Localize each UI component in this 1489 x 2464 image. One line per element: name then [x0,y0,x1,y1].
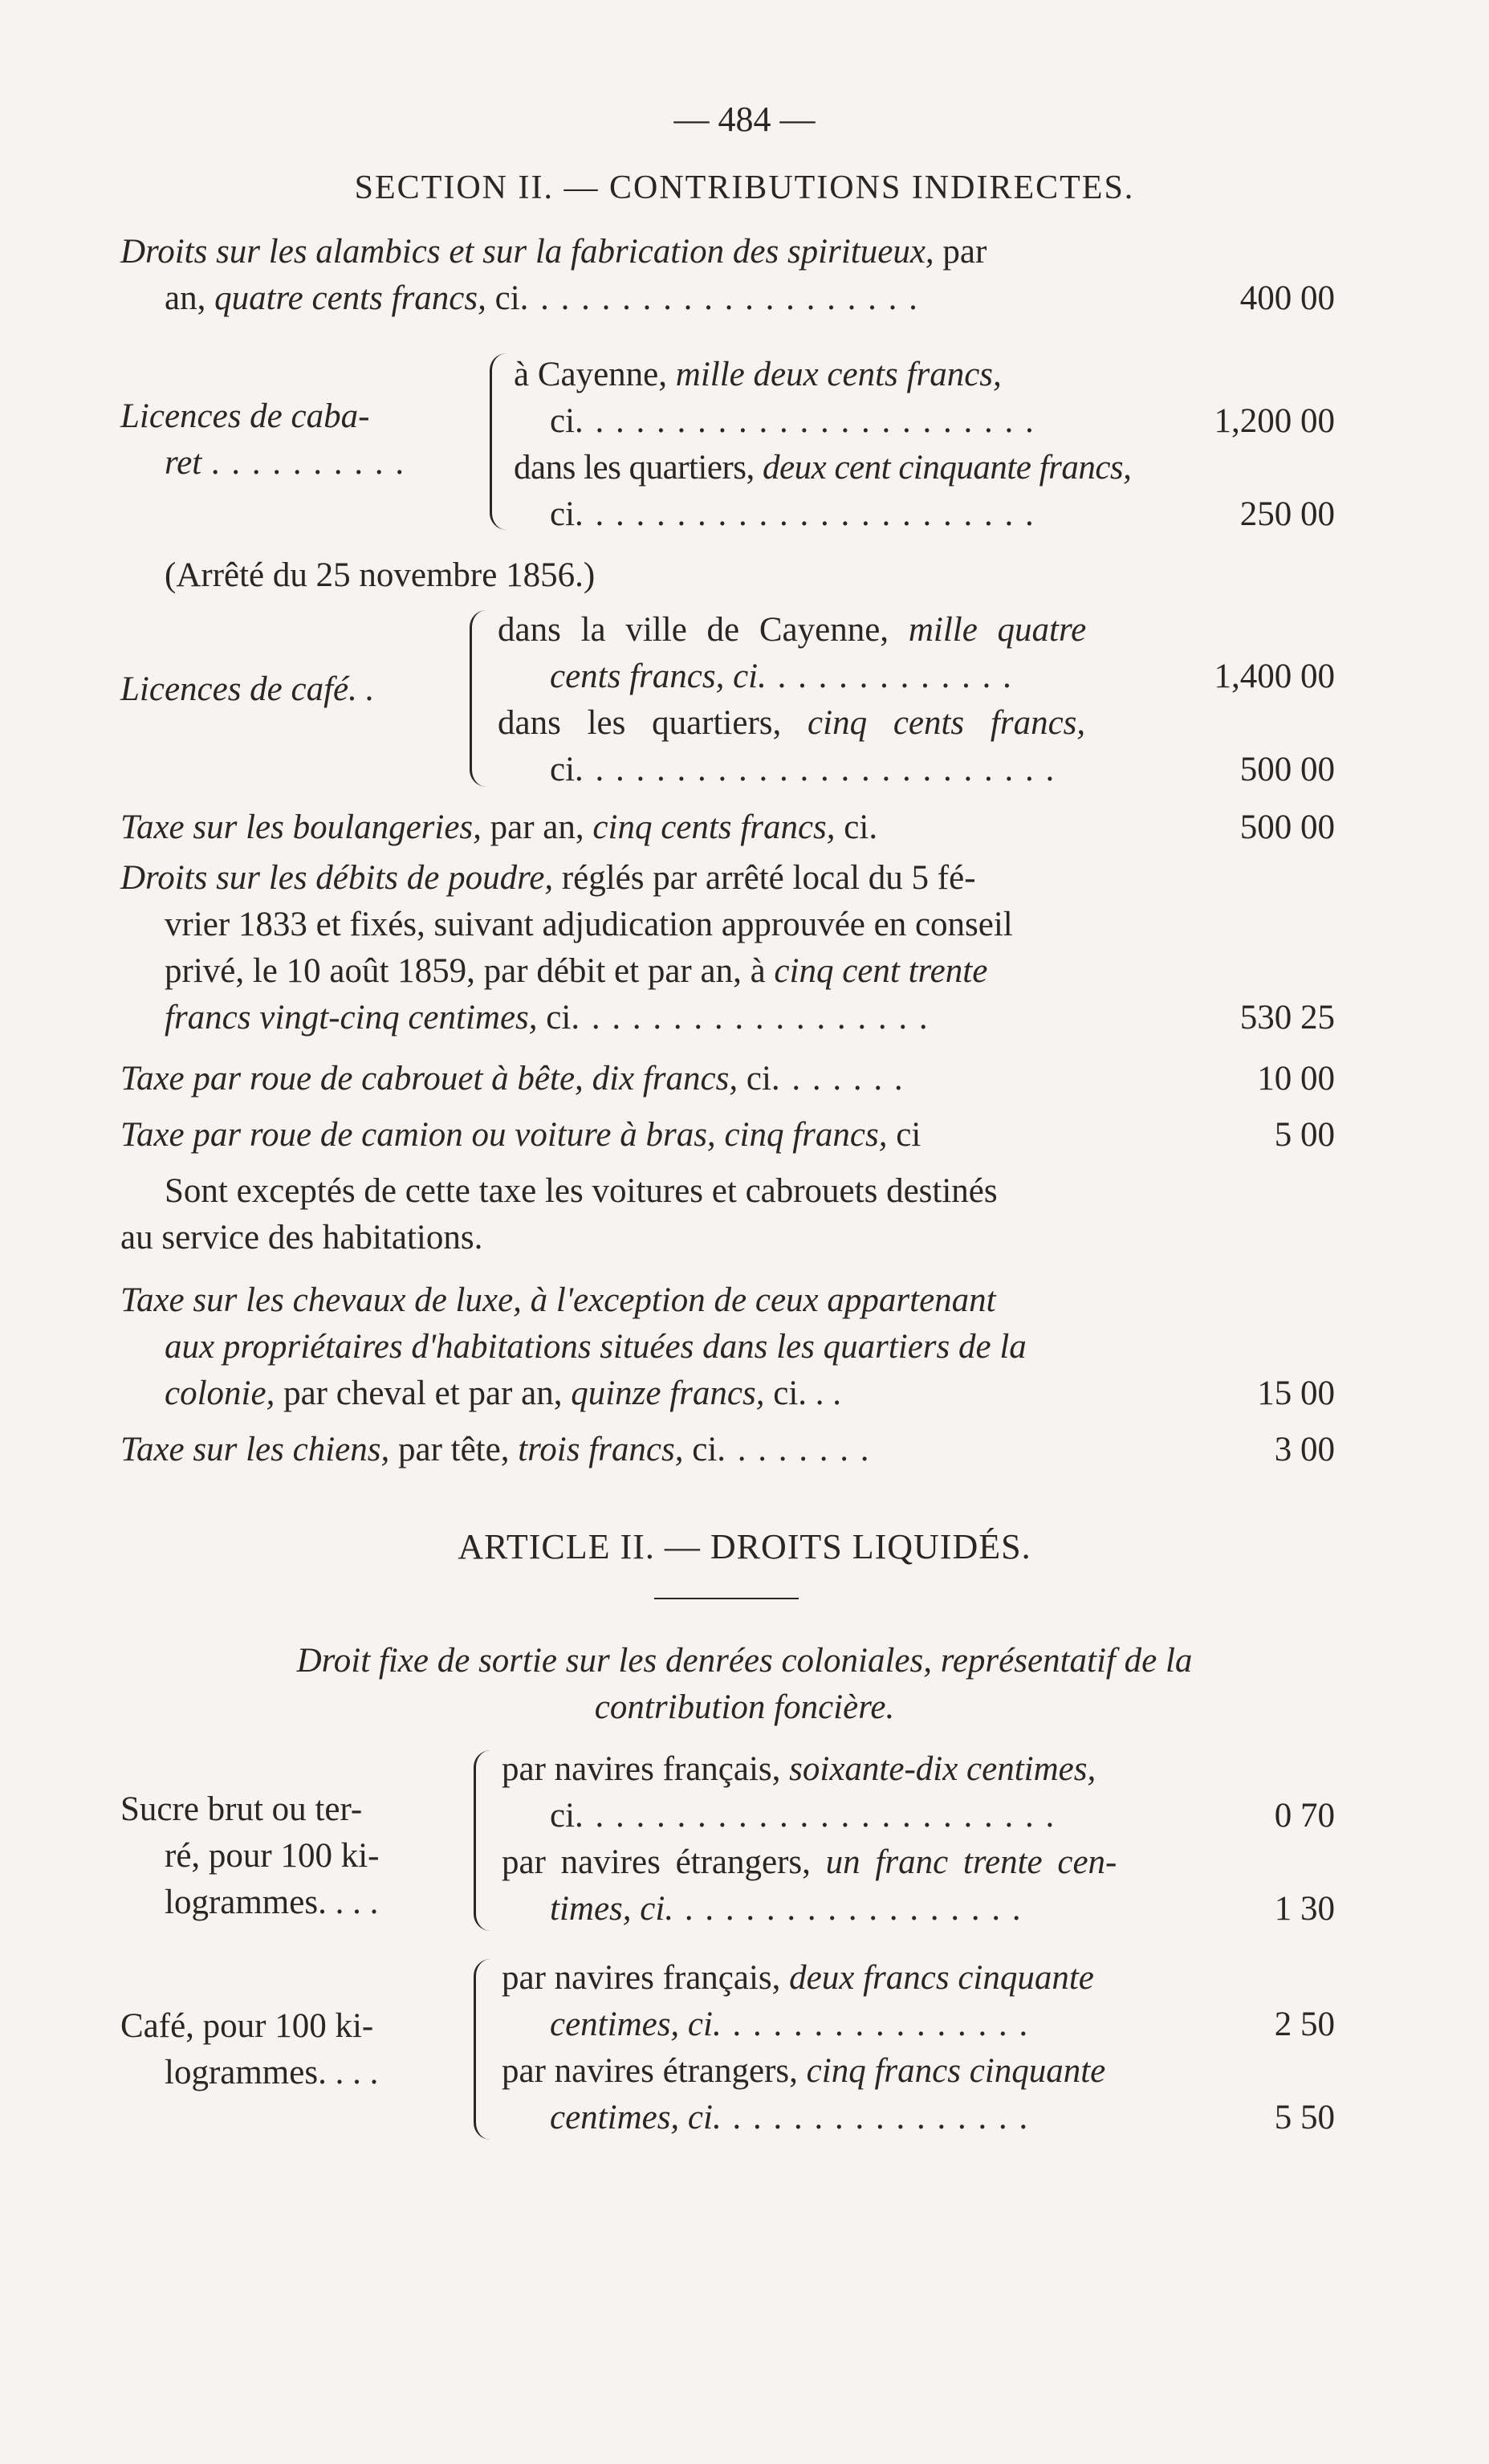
cafe-etrangers-amount: 5 50 [1274,2099,1335,2136]
cafe-quartiers-line: dans les quartiers, cinq cents francs, [498,704,1086,742]
cafe-francais-amount: 2 50 [1274,2006,1335,2043]
article-rule [654,1598,799,1599]
sucre-brace [474,1750,490,1931]
cafe-cayenne-ci: cents francs, ci. . . . . . . . . . . . . [550,658,1014,695]
cafe-label-2: logrammes. . . . [165,2054,379,2091]
cafe-etrangers-ci: centimes, ci. . . . . . . . . . . . . . . . [550,2099,1031,2136]
cafe-quartiers-ci: ci. . . . . . . . . . . . . . . . . . . . . . . . [550,751,1056,788]
poudre-line-3: privé, le 10 août 1859, par débit et par an, à cinq cent trente [165,952,988,990]
cabaret-cayenne-line: à Cayenne, mille deux cents francs, [514,356,1002,393]
poudre-line-1: Droits sur les débits de poudre, réglés par arrêté local du 5 fé- [120,859,976,897]
boulangeries-line: Taxe sur les boulangeries, par an, cinq cents francs, ci. [120,808,878,846]
sucre-label-1: Sucre brut ou ter- [120,1790,363,1828]
exception-note-line-2: au service des habitations. [120,1219,483,1256]
cabaret-cayenne-amount: 1,200 00 [1214,402,1335,440]
alambics-line-1 [120,229,987,275]
section-heading: SECTION II. — CONTRIBUTIONS INDIRECTES. [354,169,1135,206]
arrete-note: (Arrêté du 25 novembre 1856.) [165,556,596,594]
cabaret-quartiers-amount: 250 00 [1239,495,1335,533]
sucre-francais-line: par navires français, soixante-dix centimes, [502,1750,1096,1788]
licences-cabaret-label-1: Licences de caba- [120,397,370,435]
alambics-label: Droits sur les alambics et sur la fabrication des spiritueux, [120,233,934,271]
page-number: — 484 — [673,100,816,139]
camion-amount: 5 00 [1274,1116,1335,1154]
article-heading: ARTICLE II. — DROITS LIQUIDÉS. [458,1527,1031,1566]
sucre-francais-ci: ci. . . . . . . . . . . . . . . . . . . . . . . . [550,1797,1056,1835]
cafe-quartiers-amount: 500 00 [1239,751,1335,788]
cafe-brace [474,1959,490,2140]
alambics-suffix: par [942,233,987,271]
cafe-cayenne-amount: 1,400 00 [1214,658,1335,695]
chiens-line: Taxe sur les chiens, par tête, trois francs, ci. . . . . . . . [120,1431,871,1468]
sucre-label-2: ré, pour 100 ki- [165,1837,380,1875]
chiens-amount: 3 00 [1274,1431,1335,1468]
cafe-cayenne-line: dans la ville de Cayenne, mille quatre [498,611,1087,649]
cabrouet-line: Taxe par roue de cabrouet à bête, dix francs, ci. . . . . . . [120,1060,905,1098]
cafe-etrangers-line: par navires étrangers, cinq francs cinquante [502,2052,1106,2090]
chevaux-line-2: aux propriétaires d'habitations situées dans les quartiers de la [165,1328,1027,1366]
droit-fixe-line-1: Droit fixe de sortie sur les denrées coloniales, représentatif de la [296,1642,1193,1680]
licences-cabaret-label-2: ret . . . . . . . . . . [165,444,407,482]
boulangeries-amount: 500 00 [1239,808,1335,846]
licences-cafe-label: Licences de café. . [120,670,375,708]
cafe-licence-brace [470,610,486,787]
exception-note-line-1: Sont exceptés de cette taxe les voitures et cabrouets destinés [165,1172,998,1210]
sucre-francais-amount: 0 70 [1274,1797,1335,1835]
cafe-francais-line: par navires français, deux francs cinquante [502,1959,1094,1997]
sucre-etrangers-line: par navires étrangers, un franc trente cen- [502,1843,1117,1881]
sucre-etrangers-ci: times, ci. . . . . . . . . . . . . . . . . . [550,1890,1023,1928]
sucre-etrangers-amount: 1 30 [1274,1890,1335,1928]
camion-line: Taxe par roue de camion ou voiture à bras, cinq francs, ci [120,1116,921,1154]
chevaux-line-3: colonie, par cheval et par an, quinze francs, ci. . . [165,1375,842,1412]
alambics-line-2: an, quatre cents francs, ci. . . . . . . . . . . . . . . . . . . . [165,279,919,317]
sucre-label-3: logrammes. . . . [165,1884,379,1921]
cabaret-cayenne-ci: ci. . . . . . . . . . . . . . . . . . . . . . . [550,402,1035,440]
chevaux-amount: 15 00 [1257,1375,1335,1412]
cabrouet-amount: 10 00 [1257,1060,1335,1098]
cafe-francais-ci: centimes, ci. . . . . . . . . . . . . . . . [550,2006,1031,2043]
cabaret-quartiers-ci: ci. . . . . . . . . . . . . . . . . . . . . . . [550,495,1035,533]
cabaret-quartiers-line: dans les quartiers, deux cent cinquante francs, [514,449,1132,487]
alambics-amount: 400 00 [1239,279,1335,317]
poudre-amount: 530 25 [1239,999,1335,1037]
droit-fixe-line-2: contribution foncière. [594,1688,895,1726]
chevaux-line-1: Taxe sur les chevaux de luxe, à l'exception de ceux appartenant [120,1281,996,1319]
cabaret-brace [490,353,507,530]
poudre-line-2: vrier 1833 et fixés, suivant adjudication approuvée en conseil [165,906,1013,943]
poudre-line-4: francs vingt-cinq centimes, ci. . . . . . . . . . . . . . . . . . [165,999,930,1037]
cafe-label-1: Café, pour 100 ki- [120,2007,374,2045]
